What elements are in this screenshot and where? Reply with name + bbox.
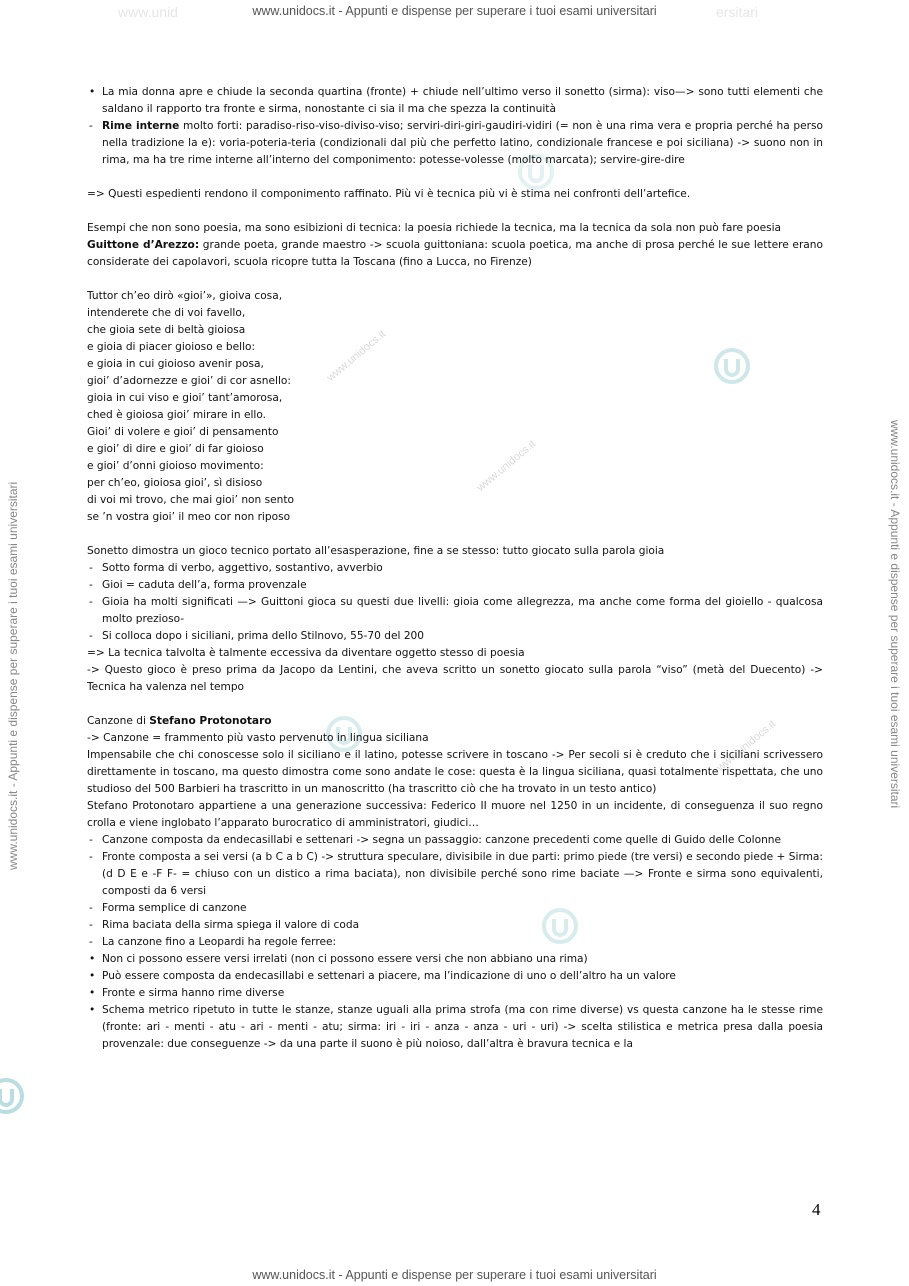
list-item: - Gioia ha molti significati —> Guittoni gioca su questi due livelli: gioia come allegrezza, ma anche come forma del gioiello - qualcosa molto prezioso- [89,596,823,625]
list-item: • La mia donna apre e chiude la seconda quartina (fronte) + chiude nell’ultimo verso il sonetto (sirma): viso—> sono tutti elementi che saldano il rapporto tra fronte e sirma, nonostante ci sia il ma che spezza la continuità [89,86,823,115]
paragraph: -> Canzone = frammento più vasto pervenuto in lingua siciliana [87,732,429,744]
page-number: 4 [812,1200,821,1219]
poem-line: e gioia di piacer gioioso e bello: [87,341,256,353]
poem-line: ched è gioiosa gioi’ mirare in ello. [87,409,267,421]
paragraph: Impensabile che chi conoscesse solo il siciliano e il latino, potesse scrivere in toscano -> Per secoli si è creduto che i siciliani scrivessero direttamente in toscano, ma questo dimostra come sono andate le cose: questa è la lingua siciliana, quasi totalmente rispettata, che uno studioso del 500 Barbieri ha trascritto in un manoscritto (ha trascritto ciò che ha trovato in un testo antico) [87,749,823,795]
paragraph: -> Questo gioco è preso prima da Jacopo da Lentini, che aveva scritto un sonetto giocato sulla parola “viso” (metà del Duecento) -> Tecnica ha valenza nel tempo [87,664,823,693]
poem-line: di voi mi trovo, che mai gioi’ non sento [87,494,295,506]
poem [87,288,823,526]
watermark-diagonal: www.unidocs.it [474,438,539,494]
list-item: - Gioi = caduta dell’a, forma provenzale [89,579,307,591]
poem-line: e gioia in cui gioioso avenir posa, [87,358,264,370]
section-heading: Canzone di Stefano Protonotaro [87,715,272,727]
poem-line: intenderete che di voi favello, [87,307,246,319]
list-item: • Non ci possono essere versi irrelati (non ci possono essere versi che non abbiano una rima) [89,953,588,965]
paragraph: Stefano Protonotaro appartiene a una generazione successiva: Federico II muore nel 1250 in un incidente, di conseguenza il suo regno crolla e viene inglobato l’apparato burocratico di amministratori, giudici… [87,800,823,829]
watermark-top: www.unidocs.it - Appunti e dispense per superare i tuoi esami universitari [252,4,657,18]
poem-line: gioi’ d’adornezze e gioi’ di cor asnello: [87,375,291,387]
list-item: - Si colloca dopo i siciliani, prima dello Stilnovo, 55-70 del 200 [89,630,425,642]
poem-line: gioia in cui viso e gioi’ tant’amorosa, [87,392,283,404]
watermark-diagonal: www.unidocs.it [714,718,779,774]
watermark-left: www.unidocs.it - Appunti e dispense per superare i tuoi esami universitari [6,481,20,870]
list-item: - Fronte composta a sei versi (a b C a b C) -> struttura speculare, divisibile in due parti: primo piede (tre versi) e secondo piede + Sirma: (d D E e -F F- = chiuso con un distico a rima baciata), non divisibile perché sono rime baciate —> Fronte e sirma sono equivalenti, composti da 6 versi [89,851,823,897]
list-item: • Fronte e sirma hanno rime diverse [89,987,285,999]
poem-line: che gioia sete di beltà gioiosa [87,324,246,336]
watermark-diagonal: www.unidocs.it [324,328,389,384]
paragraph: Sonetto dimostra un gioco tecnico portato all’esasperazione, fine a se stesso: tutto giocato sulla parola gioia [87,545,665,557]
list-item: - Canzone composta da endecasillabi e settenari -> segna un passaggio: canzone precedenti come quelle di Guido delle Colonne [89,834,782,846]
list-item: - Rima baciata della sirma spiega il valore di coda [89,919,360,931]
list-item: • Può essere composta da endecasillabi e settenari a piacere, ma l’indicazione di uno o dell’altro ha un valore [89,970,676,982]
list-item: - La canzone fino a Leopardi ha regole ferree: [89,936,337,948]
paragraph: Guittone d’Arezzo: grande poeta, grande maestro -> scuola guittoniana: scuola poetica, ma anche di prosa perché le sue lettere erano considerate dei capolavori, scuola ricopre tutta la Toscana (fino a Lucca, no Firenze) [87,239,823,268]
poem-line: e gioi’ di dire e gioi’ di far gioioso [87,443,264,455]
poem-line: Tuttor ch’eo dirò «gioi’», gioiva cosa, [87,290,283,302]
poem-line: e gioi’ d’onni gioioso movimento: [87,460,264,472]
watermark-ghost-right: ersitari [716,4,759,20]
list-item: - Sotto forma di verbo, aggettivo, sostantivo, avverbio [89,562,383,574]
poem-line: Gioi’ di volere e gioi’ di pensamento [87,426,279,438]
watermark-right: www.unidocs.it - Appunti e dispense per superare i tuoi esami universitari [888,420,902,809]
watermark-bottom: www.unidocs.it - Appunti e dispense per superare i tuoi esami universitari [252,1268,657,1282]
list-item: - Forma semplice di canzone [89,902,247,914]
watermark-ghost-left: www.unid [118,4,178,20]
paragraph: => La tecnica talvolta è talmente eccessiva da diventare oggetto stesso di poesia [87,647,525,659]
list-item: • Schema metrico ripetuto in tutte le stanze, stanze uguali alla prima strofa (ma con rime diverse) vs questa canzone ha le stesse rime (fronte: ari - menti - atu - ari - menti - atu; sirma: iri - iri - anza - anza - uri - uri) -> scelta stilistica e metrica presa dalla poesia provenzale: due conseguenze -> da una parte il suono è più noioso, dall’altra è bravura tecnica e la [89,1004,823,1050]
poem-line: per ch’eo, gioiosa gioi’, sì disioso [87,477,263,489]
paragraph: Esempi che non sono poesia, ma sono esibizioni di tecnica: la poesia richiede la tecnica, ma la tecnica da sola non può fare poesia [87,222,782,234]
poem-line: se ’n vostra gioi’ il meo cor non riposo [87,511,291,523]
page-content [87,84,823,1053]
watermark-logo-icon [0,1076,26,1116]
paragraph: => Questi espedienti rendono il componimento raffinato. Più vi è tecnica più vi è stima nei confronti dell’artefice. [87,188,691,200]
list-item: - Rime interne molto forti: paradiso-riso-viso-diviso-viso; serviri-diri-giri-gaudiri-vidiri (= non è una rima vera e propria perché ha perso nella tradizione la e): voria-poteria-teria (condizionali dal più che perfetto latino, condizionale francese e poi siciliana) -> suono non in rima, ma ha tre rime interne all’interno del componimento: potesse-volesse (molto marcata); servire-gire-dire [89,120,823,166]
